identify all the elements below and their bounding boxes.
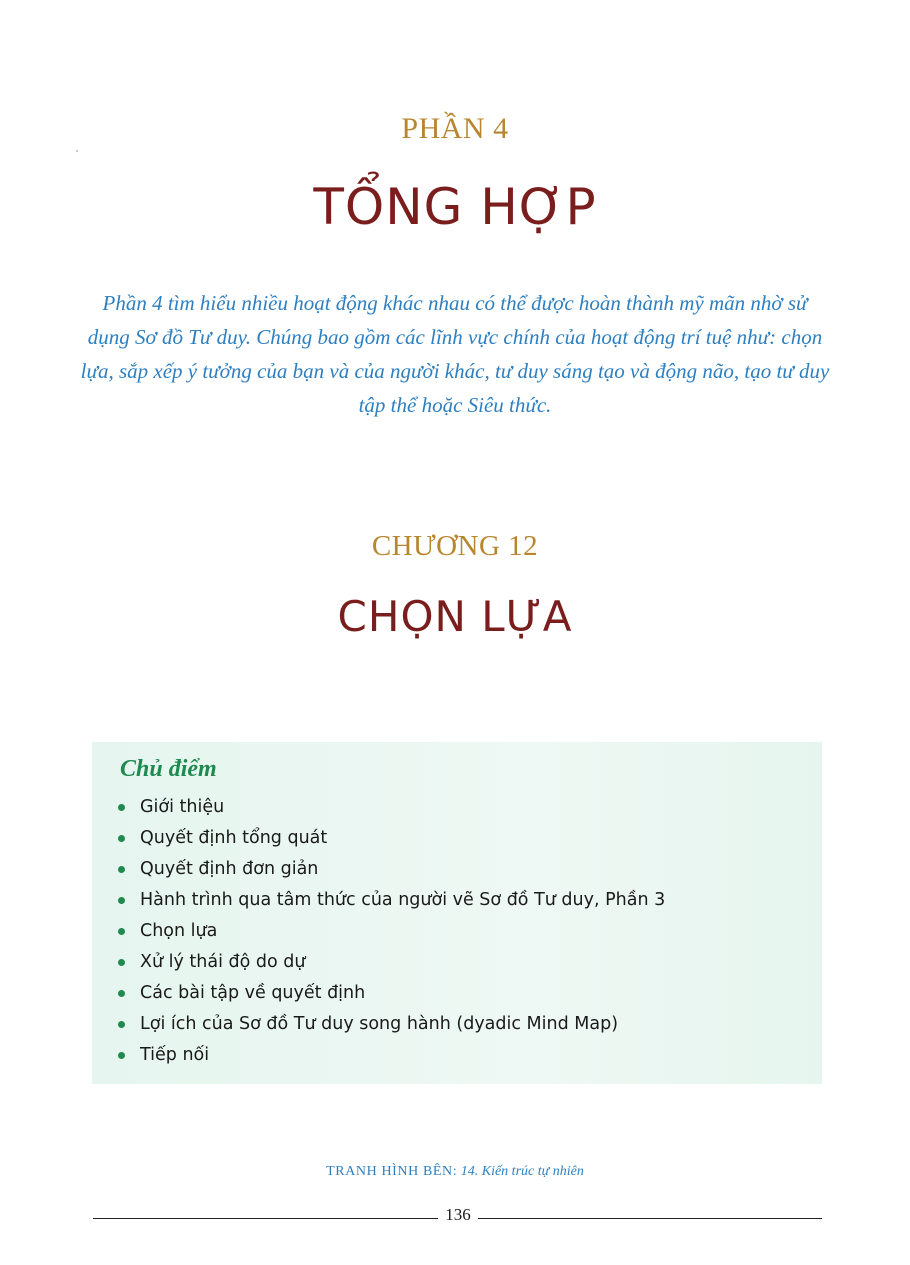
list-item-text: Chọn lựa <box>140 921 218 941</box>
part-label: PHẦN 4 <box>401 112 509 145</box>
bullet-icon <box>118 990 125 997</box>
list-item-text: Lợi ích của Sơ đồ Tư duy song hành (dyadic Mind Map) <box>140 1014 619 1034</box>
list-item <box>118 854 665 885</box>
part-intro: Phần 4 tìm hiểu nhiều hoạt động khác nhau có thể được hoàn thành mỹ mãn nhờ sử dụng Sơ đồ Tư duy. Chúng bao gồm các lĩnh vực chính của hoạt động trí tuệ như: chọn lựa, sắp xếp ý tưởng của bạn và của người khác, tư duy sáng tạo và động não, tạo tư duy tập thể hoặc Siêu thức. <box>80 291 830 417</box>
bullet-icon <box>118 959 125 966</box>
list-item <box>118 792 665 823</box>
footer-rule-right <box>478 1218 822 1219</box>
list-item-text: Quyết định đơn giản <box>140 859 319 879</box>
list-item <box>118 947 665 978</box>
list-item-text: Tiếp nối <box>140 1045 210 1065</box>
caption-text: 14. Kiến trúc tự nhiên <box>460 1164 584 1179</box>
bullet-icon <box>118 928 125 935</box>
list-item-text: Quyết định tổng quát <box>140 828 328 848</box>
list-item <box>118 885 665 916</box>
list-item <box>118 1009 665 1040</box>
caption-label: TRANH HÌNH BÊN: <box>326 1164 458 1179</box>
scan-speck <box>76 150 78 152</box>
topics-heading: Chủ điểm <box>120 756 217 782</box>
bullet-icon <box>118 804 125 811</box>
part-title: TỔNG HỢP <box>313 178 597 236</box>
list-item-text: Hành trình qua tâm thức của người vẽ Sơ đồ Tư duy, Phần 3 <box>140 890 666 910</box>
figure-caption <box>0 1164 910 1180</box>
list-item-text: Các bài tập về quyết định <box>140 983 366 1003</box>
list-item-text: Giới thiệu <box>140 797 225 817</box>
chapter-label: CHƯƠNG 12 <box>371 530 539 562</box>
bullet-icon <box>118 1052 125 1059</box>
bullet-icon <box>118 835 125 842</box>
topics-box <box>92 742 822 1084</box>
topics-list <box>118 792 665 1071</box>
page-number: 136 <box>445 1205 471 1224</box>
bullet-icon <box>118 897 125 904</box>
bullet-icon <box>118 1021 125 1028</box>
list-item <box>118 823 665 854</box>
bullet-icon <box>118 866 125 873</box>
list-item-text: Xử lý thái độ do dự <box>140 952 306 972</box>
footer-rule-left <box>93 1218 438 1219</box>
list-item <box>118 1040 665 1071</box>
chapter-title: CHỌN LỰA <box>337 592 573 641</box>
list-item <box>118 978 665 1009</box>
list-item <box>118 916 665 947</box>
